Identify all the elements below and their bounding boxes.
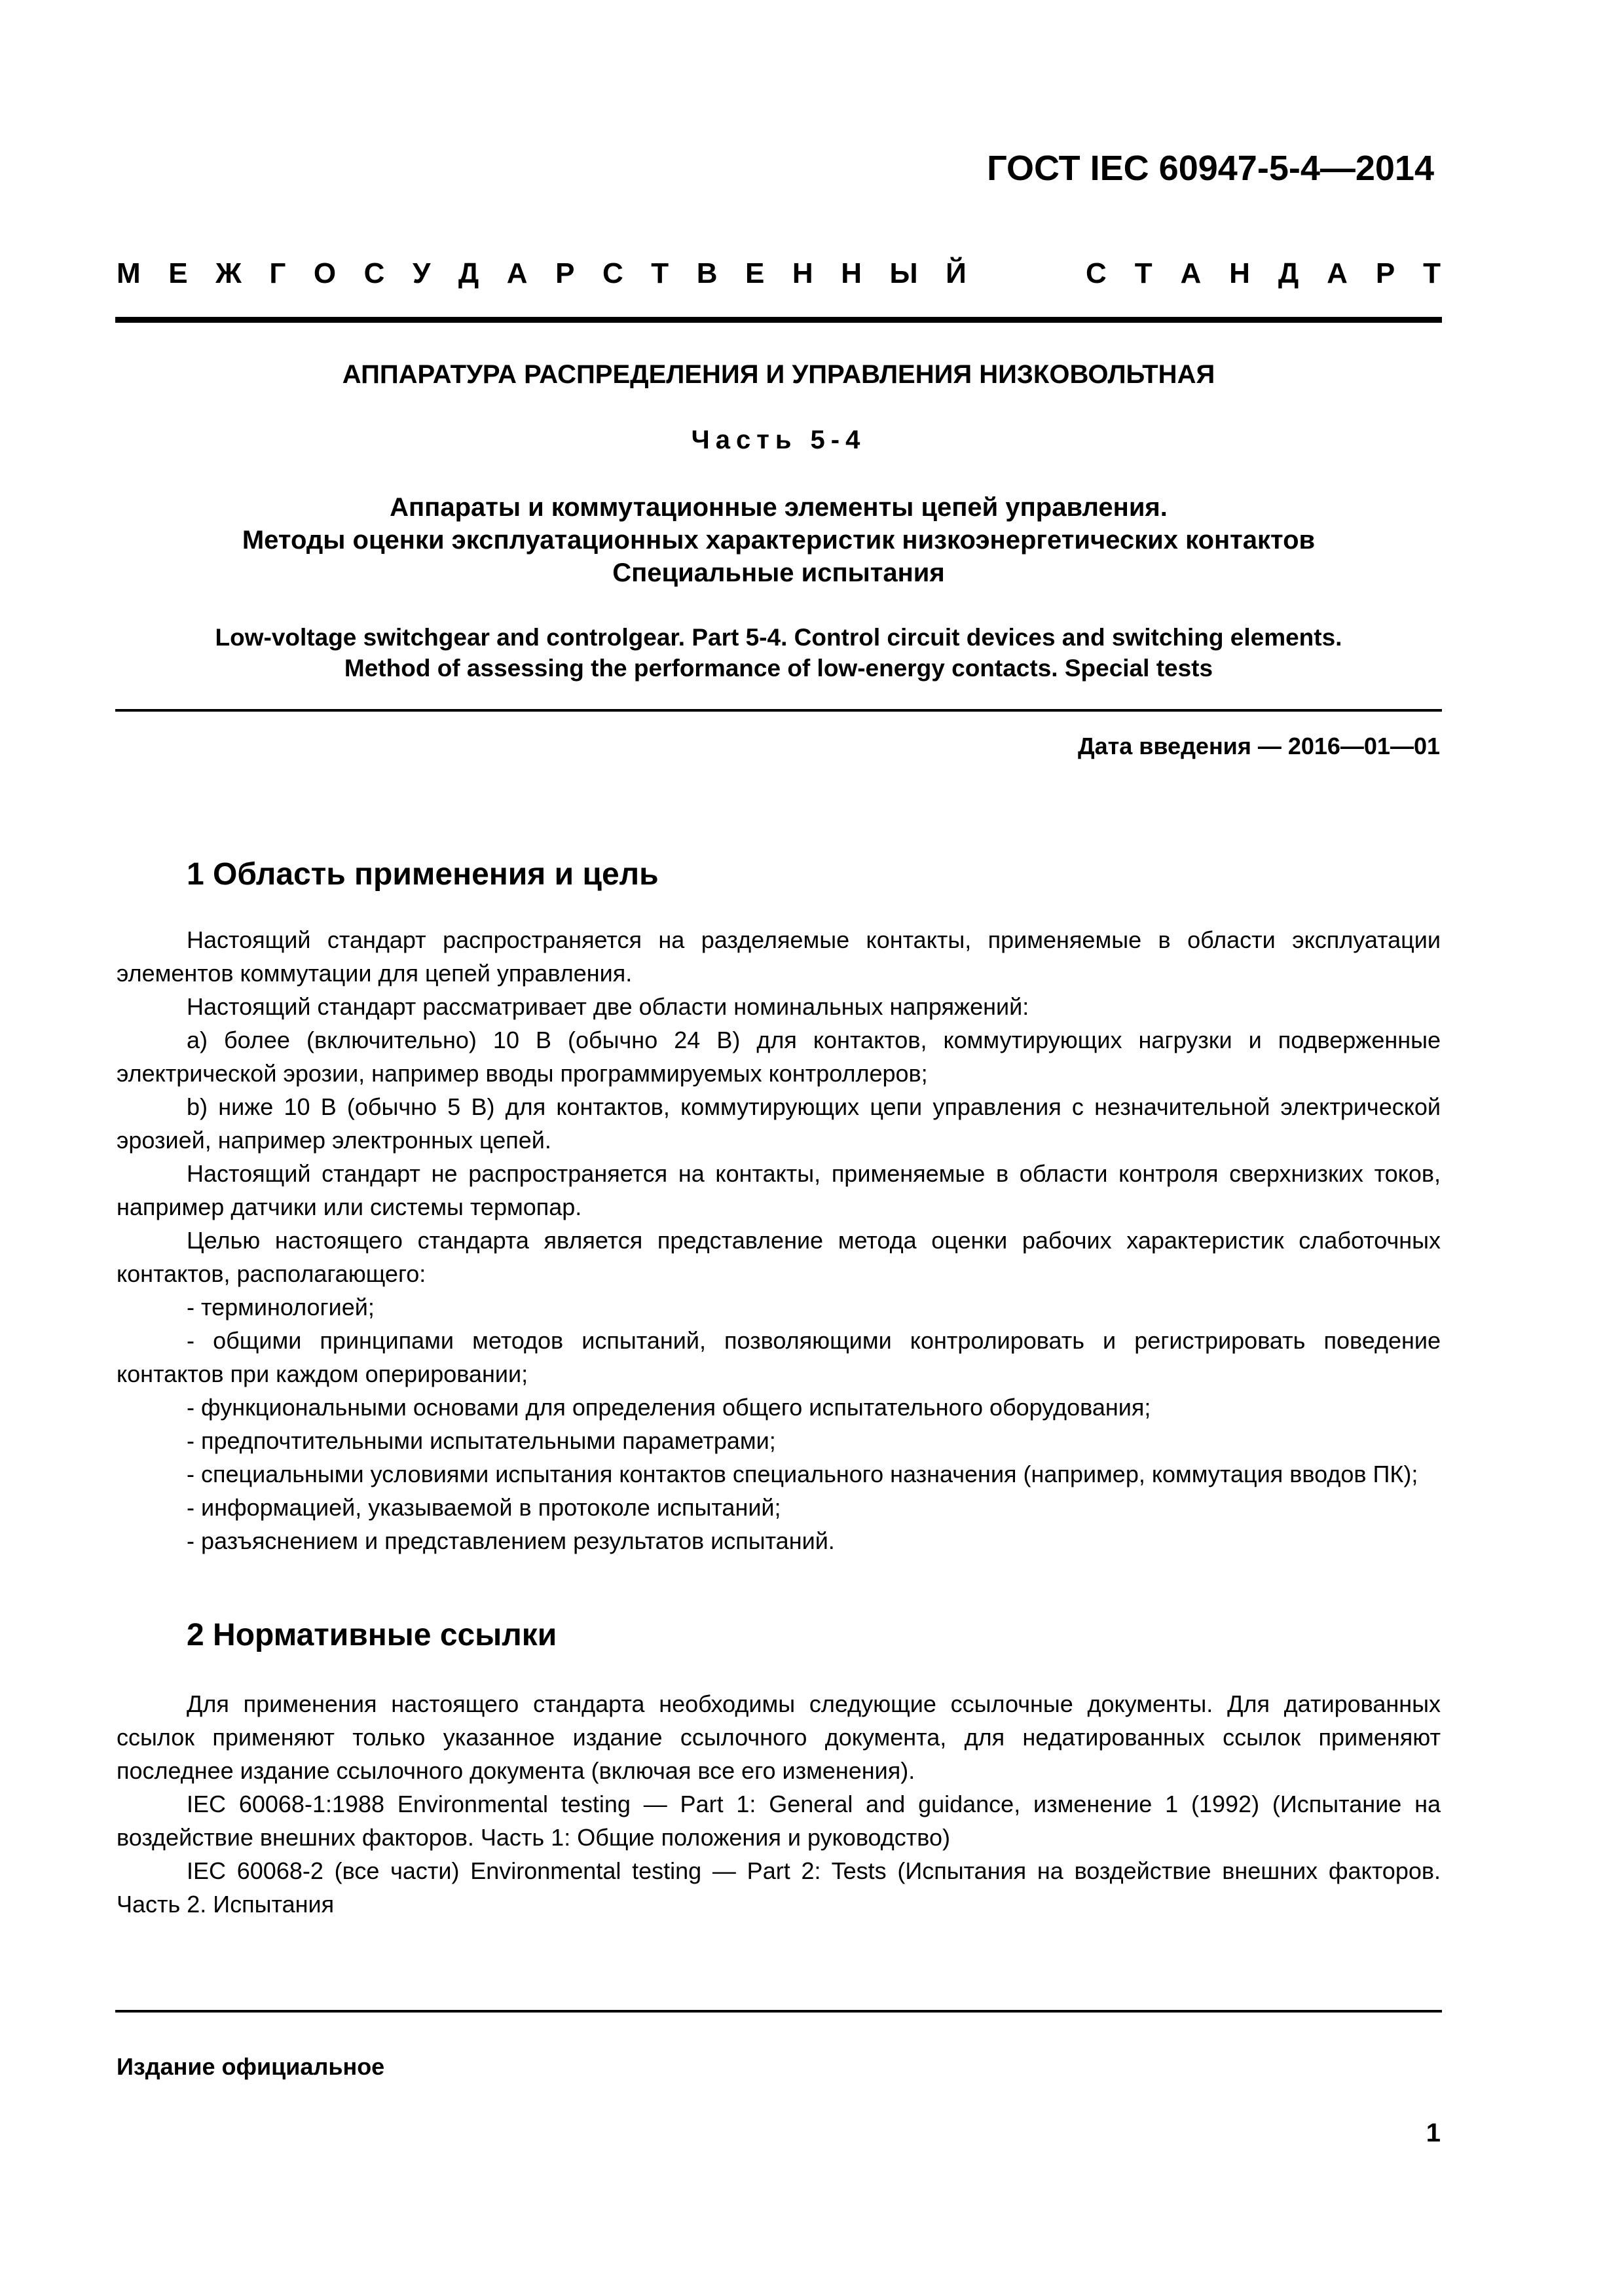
banner-letter: Г xyxy=(269,257,286,289)
paragraph: Настоящий стандарт распространяется на разделяемые контакты, применяемые в области эксплуатации элементов коммутации для цепей управления. xyxy=(117,926,1441,987)
banner-letter: Д xyxy=(458,257,479,289)
banner-letter: Н xyxy=(1229,257,1250,289)
reference-item: IEC 60068-1:1988 Environmental testing — Part 1: General and guidance, изменение 1 (1992) (Испытание на воздействие внешних факторов. Часть 1: Общие положения и руководство) xyxy=(117,1791,1441,1851)
part-label: Часть 5-4 xyxy=(691,426,866,454)
banner-letter: Е xyxy=(168,257,188,289)
banner-letter: А xyxy=(506,257,528,289)
list-item: - терминологией; xyxy=(187,1294,375,1321)
banner-letter: Е xyxy=(745,257,765,289)
header-thick-rule xyxy=(115,317,1442,323)
banner-letter: Д xyxy=(1278,257,1299,289)
paragraph: Для применения настоящего стандарта необходимы следующие ссылочные документы. Для датированных ссылок применяют только указанное издание ссылочного документа, для недатированных ссылок применяют последнее издание ссылочного документа (включая все его изменения). xyxy=(117,1690,1441,1784)
paragraph: Настоящий стандарт рассматривает две области номинальных напряжений: xyxy=(187,993,1029,1020)
banner-letter: Р xyxy=(555,257,575,289)
list-item: - предпочтительными испытательными параметрами; xyxy=(187,1427,776,1454)
banner-word-standard xyxy=(1086,257,1441,290)
banner-letter: М xyxy=(117,257,141,289)
banner-letter: С xyxy=(363,257,385,289)
page-number: 1 xyxy=(1426,2119,1441,2147)
section-1-body xyxy=(117,923,1441,1558)
list-item: - разъяснением и представлением результатов испытаний. xyxy=(187,1527,835,1554)
banner-letter: О xyxy=(313,257,337,289)
title-divider xyxy=(115,709,1442,712)
introduction-date: Дата введения — 2016—01—01 xyxy=(1077,733,1440,759)
list-item: - специальными условиями испытания контактов специального назначения (например, коммутация вводов ПК); xyxy=(187,1461,1418,1487)
reference-item: IEC 60068-2 (все части) Environmental testing — Part 2: Tests (Испытания на воздействие внешних факторов. Часть 2. Испытания xyxy=(117,1857,1441,1918)
section-2-heading: 2 Нормативные ссылки xyxy=(187,1618,557,1652)
section-1-heading: 1 Область применения и цель xyxy=(187,857,659,892)
banner-letter: Й xyxy=(946,257,967,289)
footer-rule xyxy=(115,2010,1442,2013)
english-title-line: Low-voltage switchgear and controlgear. Part 5-4. Control circuit devices and switching elements. xyxy=(215,624,1342,651)
list-item: - общими принципами методов испытаний, позволяющими контролировать и регистрировать поведение контактов при каждом оперировании; xyxy=(117,1327,1441,1387)
banner-letter: А xyxy=(1327,257,1348,289)
english-title xyxy=(115,622,1442,683)
banner-letter: Ы xyxy=(889,257,918,289)
paragraph: Настоящий стандарт не распространяется на контакты, применяемые в области контроля сверхнизких токов, например датчики или системы термопар. xyxy=(117,1160,1441,1220)
standard-designation: ГОСТ IEC 60947-5-4—2014 xyxy=(987,149,1434,188)
banner-letter: С xyxy=(1086,257,1107,289)
document-title: АППАРАТУРА РАСПРЕДЕЛЕНИЯ И УПРАВЛЕНИЯ НИЗКОВОЛЬТНАЯ xyxy=(342,360,1215,389)
subtitle-line: Аппараты и коммутационные элементы цепей управления. xyxy=(390,493,1168,522)
paragraph: Целью настоящего стандарта является представление метода оценки рабочих характеристик слаботочных контактов, располагающего: xyxy=(117,1227,1441,1287)
list-item: b) ниже 10 В (обычно 5 В) для контактов, коммутирующих цепи управления с незначительной электрической эрозией, например электронных цепей. xyxy=(117,1093,1441,1154)
banner-letter: Т xyxy=(651,257,669,289)
banner-letter: Т xyxy=(1423,257,1441,289)
banner-letter: У xyxy=(412,257,431,289)
banner-letter: С xyxy=(602,257,623,289)
document-subtitle xyxy=(115,491,1442,589)
banner-letter: Н xyxy=(841,257,862,289)
banner-letter: Н xyxy=(792,257,813,289)
banner-letter: Т xyxy=(1134,257,1153,289)
list-item: a) более (включительно) 10 В (обычно 24 В) для контактов, коммутирующих нагрузки и подверженные электрической эрозии, например вводы программируемых контроллеров; xyxy=(117,1027,1441,1087)
banner-letter: А xyxy=(1180,257,1202,289)
english-title-line: Method of assessing the performance of low-energy contacts. Special tests xyxy=(344,655,1213,682)
subtitle-line: Методы оценки эксплуатационных характеристик низкоэнергетических контактов xyxy=(242,526,1316,555)
subtitle-line: Специальные испытания xyxy=(612,558,945,587)
banner-letter: В xyxy=(696,257,718,289)
banner-letter: Ж xyxy=(215,257,242,289)
section-2-body xyxy=(117,1687,1441,1921)
list-item: - функциональными основами для определения общего испытательного оборудования; xyxy=(187,1394,1151,1421)
list-item: - информацией, указываемой в протоколе испытаний; xyxy=(187,1494,781,1521)
official-edition-label: Издание официальное xyxy=(117,2053,385,2080)
banner-letter: Р xyxy=(1375,257,1395,289)
banner-word-interstate xyxy=(117,257,967,290)
interstate-standard-banner xyxy=(117,251,1441,297)
